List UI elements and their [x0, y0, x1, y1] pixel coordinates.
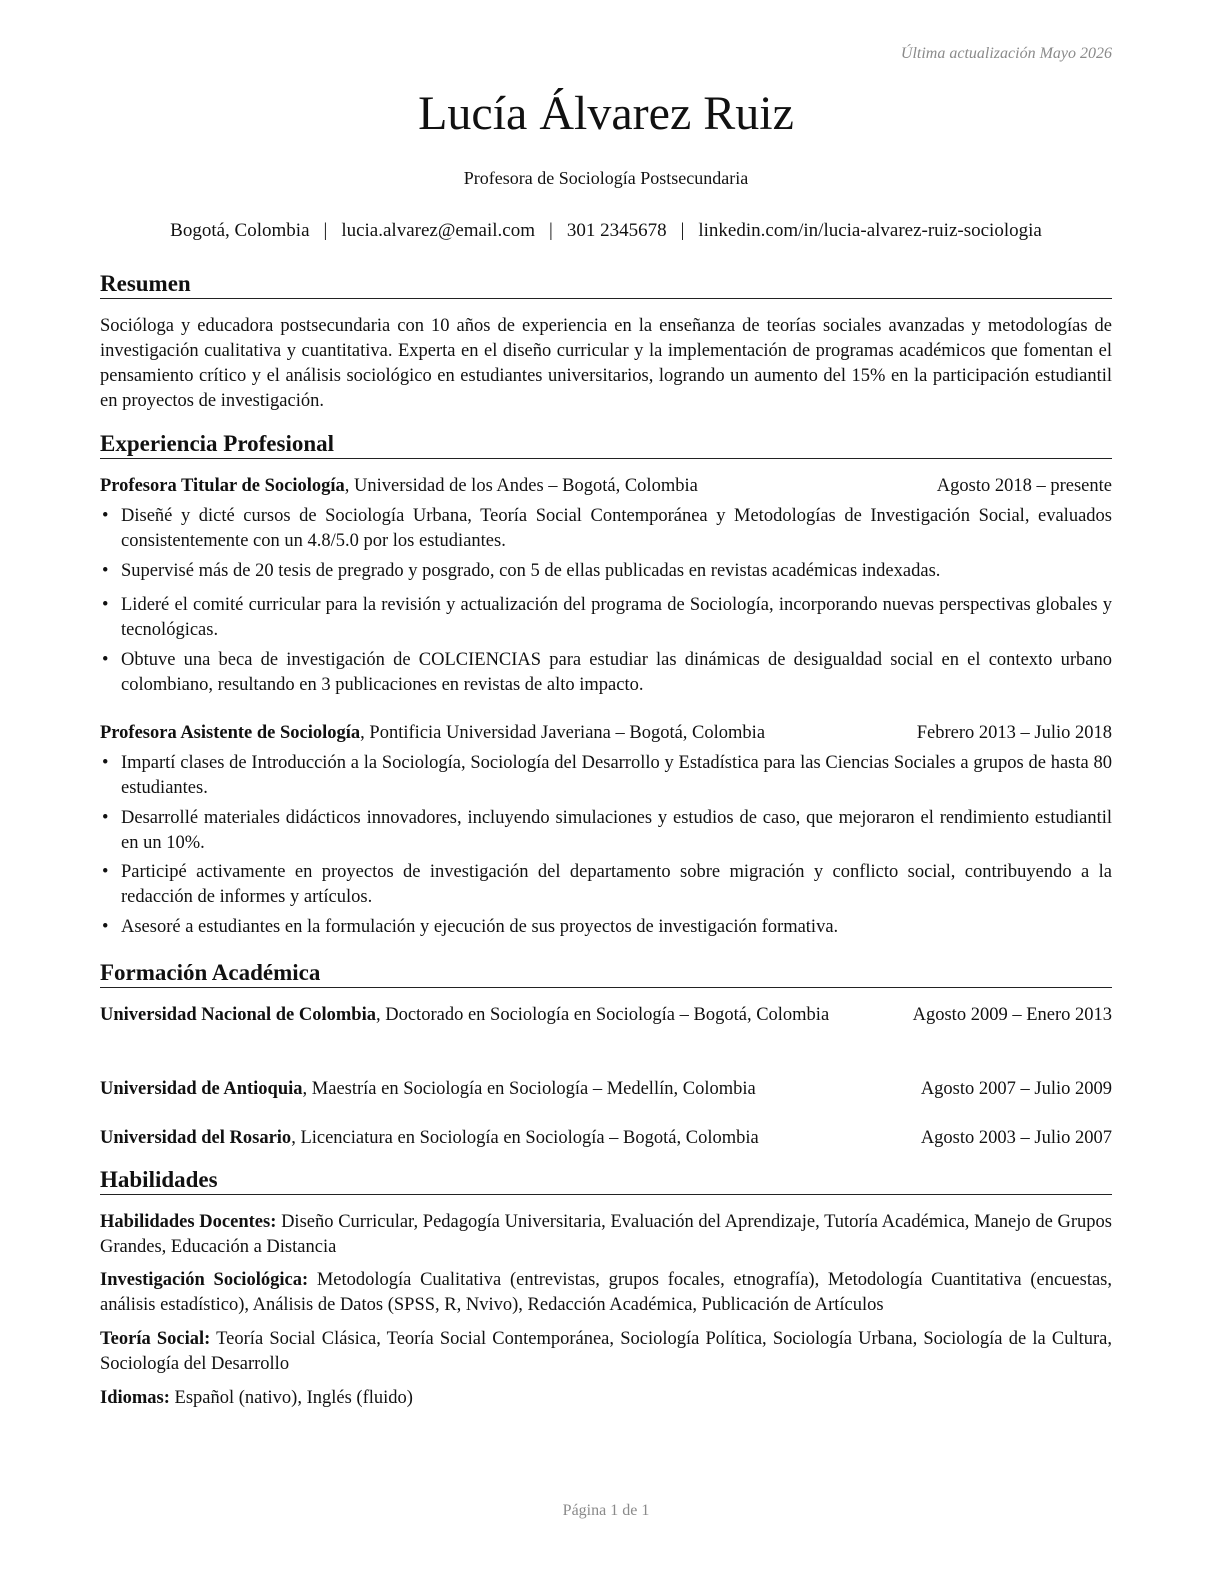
candidate-name: Lucía Álvarez Ruiz — [418, 87, 794, 140]
education-item — [100, 1077, 1112, 1102]
education-dates: Agosto 2003 – Julio 2007 — [920, 1128, 1112, 1148]
section-title-skills: Habilidades — [100, 1167, 1112, 1195]
job-dates: Agosto 2018 – presente — [936, 476, 1112, 496]
job-bullet-text: Participé activamente en proyectos de investigación del departamento sobre migración y conflicto social, contribuyendo a la redacción de informes y artículos. — [121, 862, 1112, 907]
job-bullet-text: Desarrollé materiales didácticos innovadores, incluyendo simulaciones y estudios de caso, que mejoraron el rendimiento estudiantil en un 10%. — [121, 808, 1112, 853]
job-bullet — [100, 559, 1112, 584]
skill-label: Investigación Sociológica: — [100, 1270, 309, 1290]
bullet-icon: • — [102, 595, 109, 615]
job-bullet-text: Lideré el comité curricular para la revisión y actualización del programa de Sociología, incorporando nuevas perspectivas globales y tecnológicas. — [121, 595, 1112, 640]
education-detail: , Maestría en Sociología en Sociología – Medellín, Colombia — [302, 1079, 756, 1099]
job-organization: , Pontificia Universidad Javeriana – Bogotá, Colombia — [360, 723, 766, 743]
education-detail: , Doctorado en Sociología en Sociología – Bogotá, Colombia — [375, 1005, 830, 1025]
education-detail: , Licenciatura en Sociología en Sociología – Bogotá, Colombia — [291, 1128, 759, 1148]
skill-group — [100, 1327, 1112, 1377]
contact-separator: | — [323, 220, 328, 241]
education-dates: Agosto 2007 – Julio 2009 — [920, 1079, 1112, 1099]
job-bullet — [100, 648, 1112, 698]
job-bullet-text: Diseñé y dicté cursos de Sociología Urbana, Teoría Social Contemporánea y Metodologías de Investigación Social, evaluados consistentemente con un 4.8/5.0 por los estudiantes. — [121, 506, 1112, 551]
bullet-icon: • — [102, 808, 109, 828]
summary-text: Socióloga y educadora postsecundaria con 10 años de experiencia en la enseñanza de teorías sociales avanzadas y metodologías de investigación cualitativa y cuantitativa. Experta en el diseño curricular y la implementación de programas académicos que fomentan el pensamiento crítico y el análisis sociológico en estudiantes universitarios, logrando un aumento del 15% en la participación estudiantil en proyectos de investigación. — [100, 316, 1112, 411]
job-bullet — [100, 806, 1112, 856]
job-organization: , Universidad de los Andes – Bogotá, Colombia — [344, 476, 698, 496]
job-header — [100, 721, 1112, 746]
education-item — [100, 1126, 1112, 1151]
contact-phone: 301 2345678 — [566, 220, 667, 241]
job-role: Profesora Asistente de Sociología — [100, 723, 361, 743]
education-dates: Agosto 2009 – Enero 2013 — [912, 1005, 1112, 1025]
job-bullet — [100, 751, 1112, 801]
skill-text: Teoría Social Clásica, Teoría Social Contemporánea, Sociología Política, Sociología Urbana, Sociología de la Cultura, Sociología del Desarrollo — [100, 1329, 1112, 1374]
section-title-education: Formación Académica — [100, 960, 1112, 988]
bullet-icon: • — [102, 561, 109, 581]
contact-separator: | — [549, 220, 553, 241]
skill-group — [100, 1268, 1112, 1318]
job-bullet — [100, 593, 1112, 643]
section-title-summary: Resumen — [100, 271, 1112, 299]
page-number: Página 1 de 1 — [562, 1502, 650, 1519]
education-school: Universidad Nacional de Colombia — [100, 1005, 376, 1025]
candidate-title: Profesora de Sociología Postsecundaria — [463, 168, 749, 188]
job-bullet — [100, 504, 1112, 554]
resume-page — [100, 0, 1112, 1584]
skill-label: Habilidades Docentes: — [100, 1212, 277, 1232]
job-bullet-text: Obtuve una beca de investigación de COLCIENCIAS para estudiar las dinámicas de desigualdad social en el contexto urbano colombiano, resultando en 3 publicaciones en revistas de alto impacto. — [121, 650, 1112, 695]
education-item — [100, 1003, 1112, 1028]
contact-email[interactable]: lucia.alvarez@email.com — [341, 220, 535, 241]
last-updated: Última actualización Mayo 2026 — [900, 45, 1112, 62]
job-bullet-text: Impartí clases de Introducción a la Sociología, Sociología del Desarrollo y Estadística para las Ciencias Sociales a grupos de hasta 80 estudiantes. — [121, 753, 1112, 798]
bullet-icon: • — [102, 862, 109, 882]
job-bullet-text: Asesoré a estudiantes en la formulación y ejecución de sus proyectos de investigación formativa. — [121, 917, 839, 937]
education-school: Universidad del Rosario — [100, 1128, 292, 1148]
job-bullet — [100, 860, 1112, 910]
job-dates: Febrero 2013 – Julio 2018 — [916, 723, 1112, 743]
job-bullet — [100, 915, 1112, 940]
job-header — [100, 474, 1112, 499]
bullet-icon: • — [102, 650, 109, 670]
contact-separator: | — [680, 220, 685, 241]
skill-group — [100, 1210, 1112, 1260]
contact-line — [80, 220, 1132, 242]
skill-label: Idiomas: — [100, 1388, 170, 1408]
contact-linkedin[interactable]: linkedin.com/in/lucia-alvarez-ruiz-sociologia — [698, 220, 1042, 241]
section-title-experience: Experiencia Profesional — [100, 431, 1112, 459]
skill-text: Español (nativo), Inglés (fluido) — [169, 1388, 413, 1408]
job-role: Profesora Titular de Sociología — [100, 476, 345, 496]
skill-text: Metodología Cualitativa (entrevistas, grupos focales, etnografía), Metodología Cuantitativa (encuestas, análisis estadístico), Análisis de Datos (SPSS, R, Nvivo), Redacción Académica, Publicación de Artículos — [100, 1270, 1112, 1315]
skill-text: Diseño Curricular, Pedagogía Universitaria, Evaluación del Aprendizaje, Tutoría Académica, Manejo de Grupos Grandes, Educación a Distancia — [100, 1212, 1113, 1257]
bullet-icon: • — [102, 753, 109, 773]
job-bullet-text: Supervisé más de 20 tesis de pregrado y posgrado, con 5 de ellas publicadas en revistas académicas indexadas. — [121, 561, 941, 581]
skill-group — [100, 1386, 1112, 1411]
bullet-icon: • — [102, 917, 109, 937]
education-school: Universidad de Antioquia — [100, 1079, 303, 1099]
bullet-icon: • — [102, 506, 109, 526]
skill-label: Teoría Social: — [100, 1329, 211, 1349]
contact-location: Bogotá, Colombia — [170, 220, 310, 241]
